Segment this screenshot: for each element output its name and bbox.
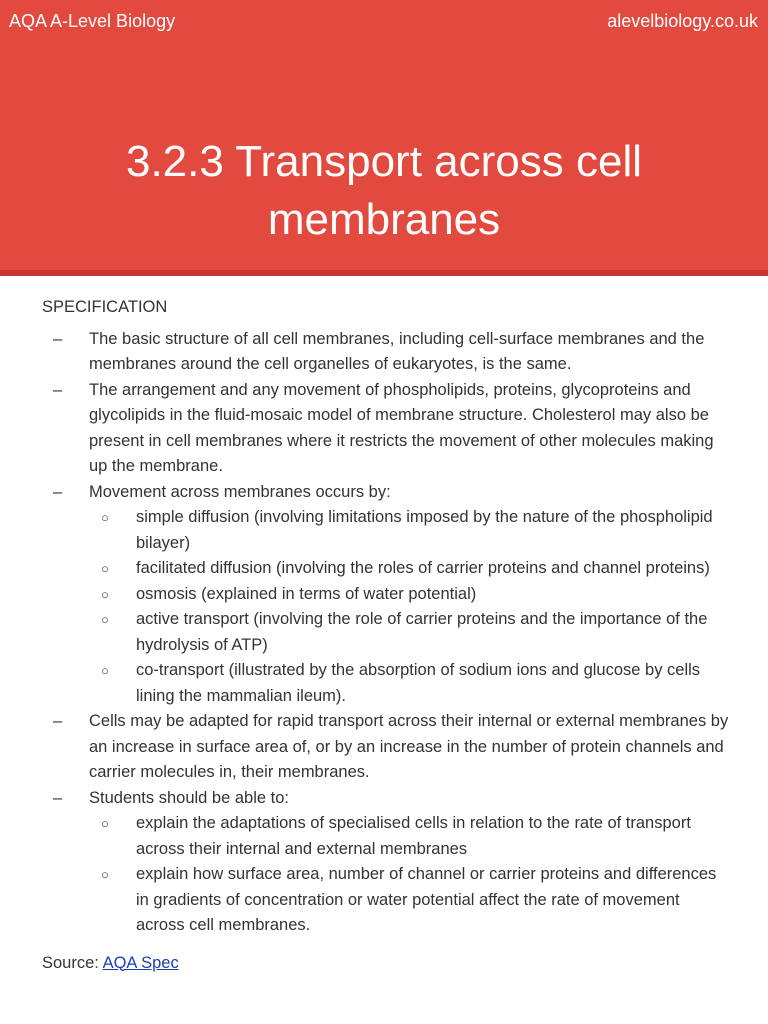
spec-heading: SPECIFICATION	[42, 298, 168, 316]
circle-bullet: ○	[101, 663, 109, 678]
spec-subitem	[89, 556, 730, 582]
spec-subitem	[89, 607, 730, 658]
circle-bullet: ○	[101, 867, 109, 882]
dash-bullet: –	[53, 380, 63, 399]
spec-subitem	[89, 862, 730, 939]
spec-subitem-text: co-transport (illustrated by the absorption of sodium ions and glucose by cells lining the mammalian ileum).	[136, 661, 701, 705]
spec-subitem	[89, 505, 730, 556]
spec-item-text: Cells may be adapted for rapid transport across their internal or external membranes by an increase in surface area of, or by an increase in the number of protein channels and carrier molecules in, their membranes.	[89, 712, 729, 781]
spec-item	[0, 327, 768, 378]
spec-subitem-text: explain how surface area, number of channel or carrier proteins and differences in gradients of concentration or water potential affect the rate of movement across cell membranes.	[136, 865, 717, 934]
circle-bullet: ○	[101, 612, 109, 627]
spec-sublist	[89, 811, 730, 939]
circle-bullet: ○	[101, 510, 109, 525]
spec-item-text: Students should be able to:	[89, 788, 289, 807]
source-label: Source:	[42, 953, 99, 972]
dash-bullet: –	[53, 482, 63, 501]
spec-subitem	[89, 582, 730, 608]
circle-bullet: ○	[101, 561, 109, 576]
spec-subitem-text: simple diffusion (involving limitations imposed by the nature of the phospholipid bilayer)	[136, 508, 713, 552]
spec-subitem	[89, 658, 730, 709]
circle-bullet: ○	[101, 586, 109, 602]
spec-subitem-text: facilitated diffusion (involving the roles of carrier proteins and channel proteins)	[136, 559, 710, 577]
circle-bullet: ○	[101, 816, 109, 831]
spec-content	[0, 292, 768, 976]
source-line	[42, 951, 768, 977]
spec-subitem-text: osmosis (explained in terms of water potential)	[136, 584, 477, 603]
spec-subitem	[89, 811, 730, 862]
spec-item	[0, 378, 768, 480]
spec-sublist	[89, 505, 730, 709]
spec-list	[0, 327, 768, 939]
spec-item	[0, 480, 768, 710]
spec-subitem-text: explain the adaptations of specialised cells in relation to the rate of transport across their internal and external membranes	[136, 814, 691, 858]
site-name: alevelbiology.co.uk	[607, 11, 758, 31]
spec-subitem-text: active transport (involving the role of carrier proteins and the importance of the hydrolysis of ATP)	[136, 610, 708, 654]
spec-item-text: The arrangement and any movement of phospholipids, proteins, glycoproteins and glycolipids in the fluid-mosaic model of membrane structure. Cholesterol may also be present in cell membranes where it restricts the movement of other molecules making up the membrane.	[89, 380, 714, 475]
banner-divider	[0, 270, 768, 276]
spec-item-text: Movement across membranes occurs by:	[89, 482, 391, 501]
source-link[interactable]: AQA Spec	[102, 953, 179, 972]
spec-item	[0, 786, 768, 939]
dash-bullet: –	[53, 712, 63, 730]
page-title: 3.2.3 Transport across cell membranes	[125, 137, 642, 245]
spec-item-text: The basic structure of all cell membranes, including cell-surface membranes and the membranes around the cell organelles of eukaryotes, is the same.	[89, 329, 705, 373]
course-name: AQA A-Level Biology	[9, 11, 176, 31]
dash-bullet: –	[53, 788, 63, 807]
spec-item	[0, 709, 768, 786]
dash-bullet: –	[53, 329, 63, 348]
